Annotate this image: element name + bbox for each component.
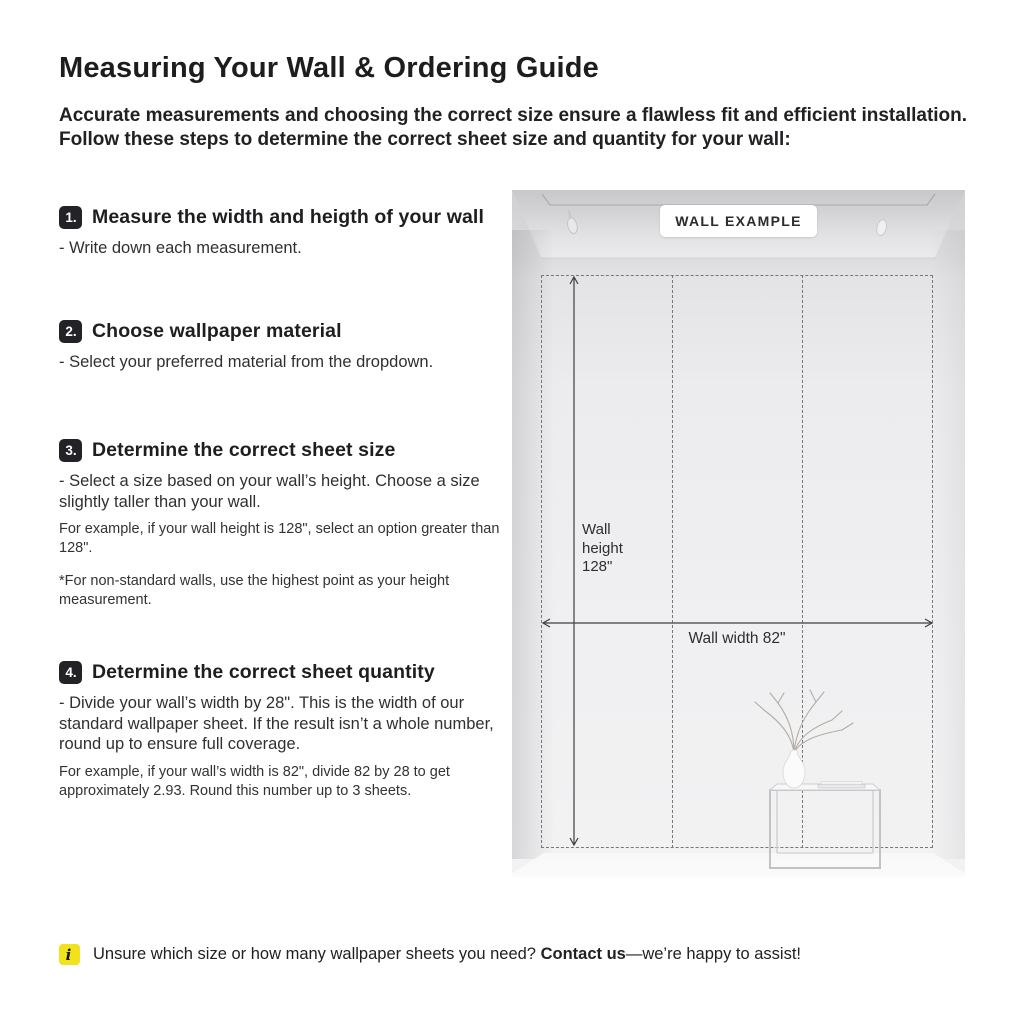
step-body: - Write down each measurement. [59, 239, 302, 257]
step-sheet-size [59, 439, 521, 610]
step-heading: Determine the correct sheet size [92, 439, 396, 461]
step-number-badge: 4. [59, 661, 82, 684]
info-icon: i [59, 944, 80, 965]
help-note-before: Unsure which size or how many wallpaper sheets you need? [93, 945, 541, 963]
wall-height-label-line: 128" [582, 558, 613, 575]
step-body: - Select your preferred material from the dropdown. [59, 353, 434, 371]
wall-height-arrow [570, 277, 578, 845]
wall-example-badge: WALL EXAMPLE [660, 205, 817, 237]
wall-example-image [512, 190, 965, 877]
step-body: - Divide your wall’s width by 28". This is the width of our standard wallpaper sheet. If the result isn’t a whole number, round up to ensure full coverage. [59, 694, 494, 753]
wall-height-label [582, 521, 623, 577]
intro-line: Follow these steps to determine the correct sheet size and quantity for your wall: [59, 129, 791, 150]
step-measure-wall [59, 206, 521, 259]
step-heading: Determine the correct sheet quantity [92, 661, 435, 683]
wall-width-arrow [543, 619, 932, 627]
step-example: For example, if your wall’s width is 82", divide 82 by 28 to get approximately 2.93. Round this number up to 3 sheets. [59, 763, 450, 799]
step-choose-material [59, 320, 521, 373]
step-example: For example, if your wall height is 128", select an option greater than 128". [59, 521, 500, 556]
step-header [59, 661, 521, 684]
step-header [59, 439, 521, 462]
step-number-badge: 2. [59, 320, 82, 343]
step-header [59, 206, 521, 229]
step-heading: Measure the width and heigth of your wall [92, 206, 484, 228]
step-body: - Select a size based on your wall’s height. Choose a size slightly taller than your wall. [59, 472, 480, 511]
intro-text [59, 104, 1004, 152]
step-header [59, 320, 521, 343]
page-title: Measuring Your Wall & Ordering Guide [59, 52, 600, 84]
wall-height-label-line: Wall [582, 521, 611, 538]
step-sheet-quantity [59, 661, 521, 801]
intro-line: Accurate measurements and choosing the correct size ensure a flawless fit and efficient installation. [59, 105, 968, 126]
wall-height-label-line: height [582, 539, 623, 557]
help-note-text [93, 945, 801, 964]
step-number-badge: 1. [59, 206, 82, 229]
measurement-arrows [512, 190, 965, 877]
step-heading: Choose wallpaper material [92, 320, 342, 342]
wall-width-label: Wall width 82" [688, 630, 786, 647]
step-note: *For non-standard walls, use the highest point as your height measurement. [59, 573, 450, 608]
step-number-badge: 3. [59, 439, 82, 462]
help-note [59, 944, 801, 965]
help-note-after: —we’re happy to assist! [625, 945, 802, 963]
contact-us-link[interactable]: Contact us [540, 945, 626, 963]
